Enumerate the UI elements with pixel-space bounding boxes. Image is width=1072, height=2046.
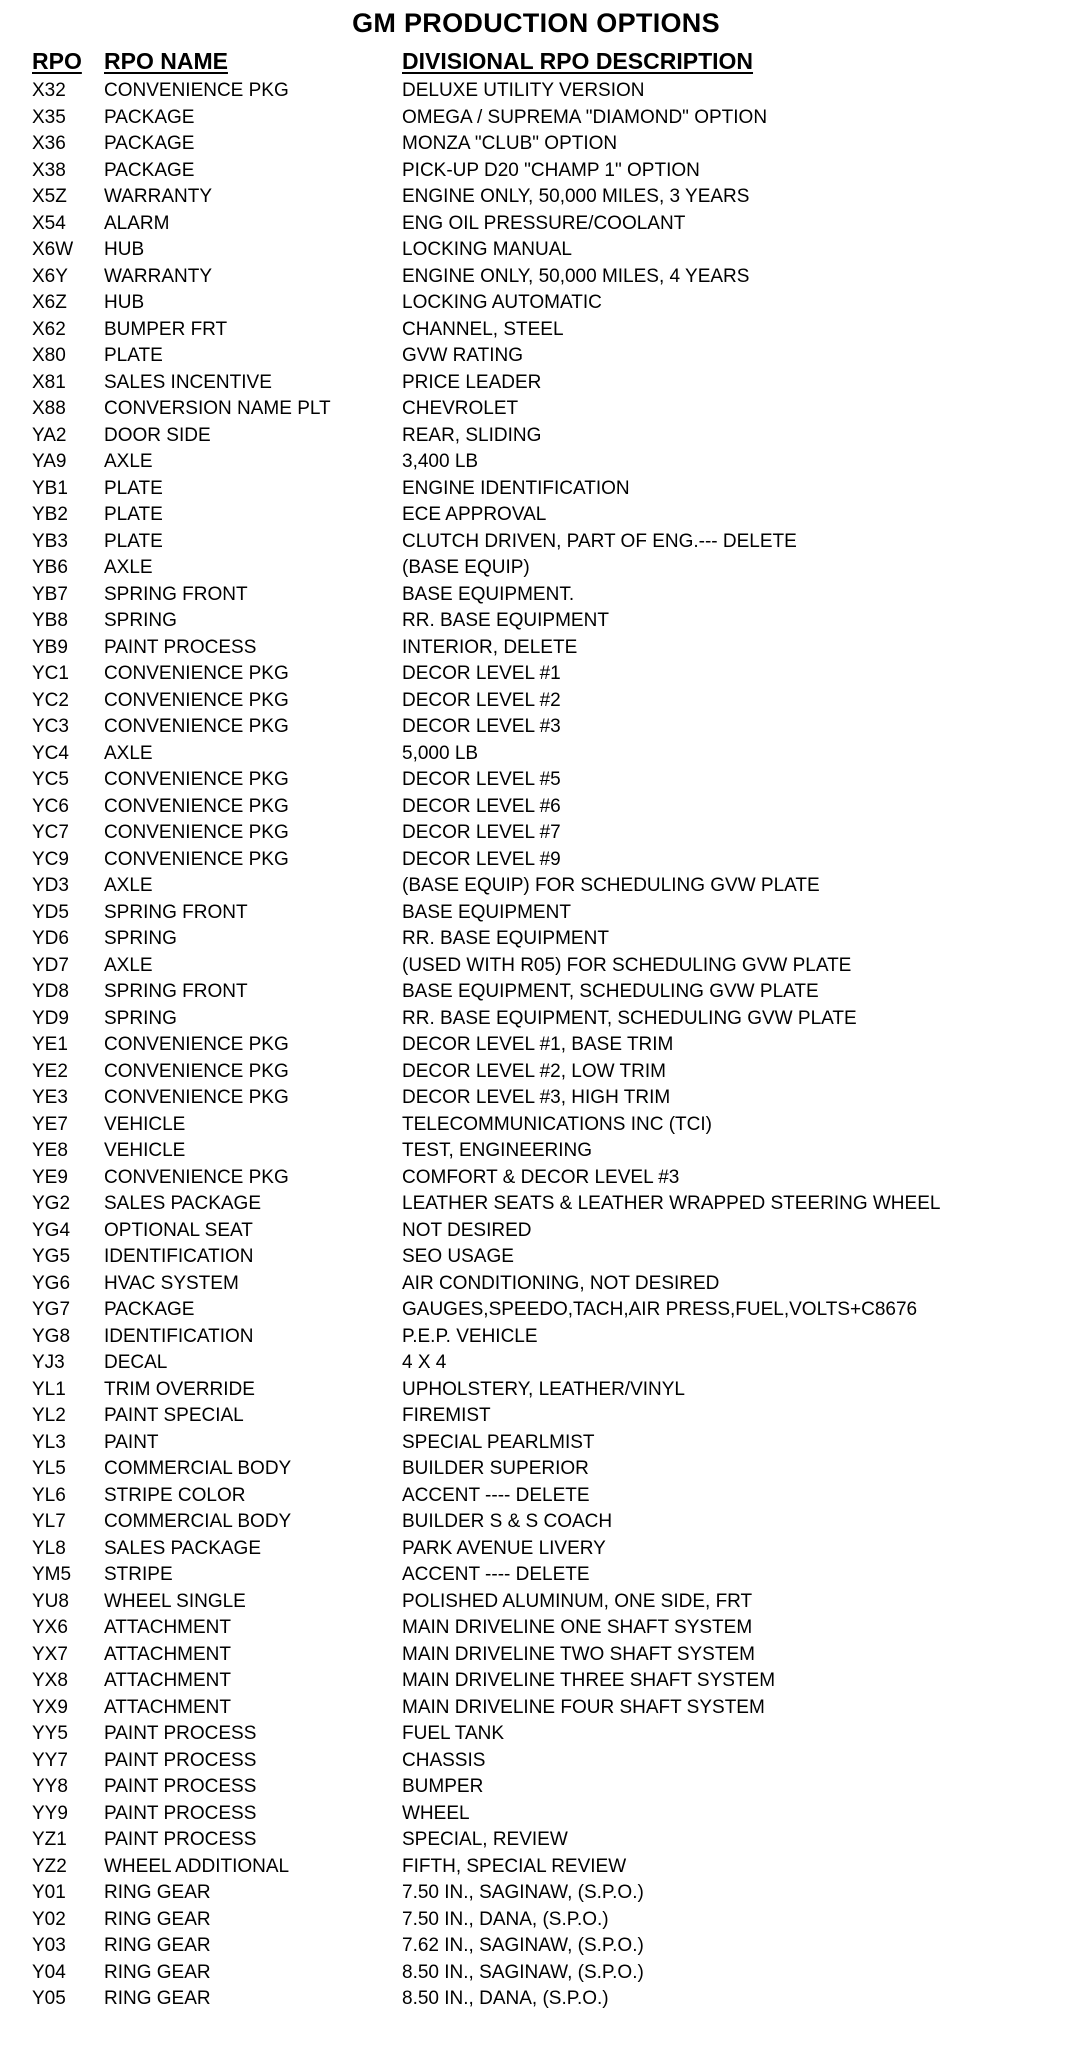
rpo-description: LOCKING AUTOMATIC — [402, 292, 602, 313]
table-row — [0, 767, 1072, 794]
rpo-code: Y02 — [32, 1908, 66, 1930]
rpo-code: YE3 — [32, 1087, 68, 1108]
rpo-code: Y04 — [32, 1961, 66, 1983]
rpo-code: YG2 — [32, 1193, 71, 1214]
table-row — [0, 1933, 1072, 1960]
rpo-description: POLISHED ALUMINUM, ONE SIDE, FRT — [402, 1590, 753, 1612]
rpo-description: 7.50 IN., DANA, (S.P.O.) — [402, 1908, 609, 1930]
rpo-description: ENGINE ONLY, 50,000 MILES, 3 YEARS — [402, 186, 750, 207]
rpo-code: YE7 — [32, 1113, 68, 1135]
rpo-description: P.E.P. VEHICLE — [402, 1325, 538, 1347]
rpo-name: PLATE — [104, 345, 163, 366]
rpo-name: PAINT PROCESS — [104, 1829, 257, 1850]
table-row — [0, 1827, 1072, 1854]
table-row — [0, 1377, 1072, 1404]
table-row — [0, 237, 1072, 264]
rpo-name: ATTACHMENT — [104, 1617, 232, 1638]
rpo-description: INTERIOR, DELETE — [402, 636, 578, 658]
rpo-name: HVAC SYSTEM — [104, 1272, 239, 1294]
rpo-description: REAR, SLIDING — [402, 424, 542, 446]
rpo-name: PAINT SPECIAL — [104, 1405, 244, 1426]
rpo-description: CHANNEL, STEEL — [402, 318, 564, 340]
rpo-description: DELUXE UTILITY VERSION — [402, 80, 645, 101]
rpo-description: OMEGA / SUPREMA "DIAMOND" OPTION — [402, 106, 768, 128]
rpo-name: WHEEL ADDITIONAL — [104, 1855, 290, 1877]
rpo-code: YB9 — [32, 636, 68, 658]
rpo-description: UPHOLSTERY, LEATHER/VINYL — [402, 1378, 685, 1400]
table-row — [0, 264, 1072, 291]
rpo-name: PAINT PROCESS — [104, 636, 257, 658]
rpo-name: ATTACHMENT — [104, 1670, 232, 1691]
rpo-name: DECAL — [104, 1352, 168, 1373]
table-row — [0, 1642, 1072, 1669]
rpo-name: SPRING — [104, 610, 177, 631]
table-row — [0, 1350, 1072, 1377]
rpo-name: SPRING — [104, 928, 177, 949]
rpo-description: SPECIAL, REVIEW — [402, 1829, 568, 1850]
rpo-name: VEHICLE — [104, 1113, 186, 1135]
rpo-description: DECOR LEVEL #1 — [402, 663, 561, 684]
table-row — [0, 476, 1072, 503]
rpo-description: AIR CONDITIONING, NOT DESIRED — [402, 1272, 720, 1294]
rpo-code: YX6 — [32, 1617, 68, 1638]
rpo-description: ENG OIL PRESSURE/COOLANT — [402, 212, 686, 234]
rpo-description: 3,400 LB — [402, 451, 479, 472]
rpo-code: YE8 — [32, 1140, 68, 1161]
rpo-code: X35 — [32, 106, 66, 128]
rpo-code: YA9 — [32, 451, 67, 472]
table-row — [0, 1801, 1072, 1828]
rpo-description: MAIN DRIVELINE TWO SHAFT SYSTEM — [402, 1643, 755, 1665]
rpo-code: YC2 — [32, 689, 69, 711]
table-row — [0, 1271, 1072, 1298]
table-row — [0, 1509, 1072, 1536]
rpo-name: AXLE — [104, 954, 153, 976]
rpo-code: X6Z — [32, 292, 67, 313]
rpo-code: YG4 — [32, 1219, 71, 1241]
rpo-code: X38 — [32, 159, 66, 181]
rpo-code: X36 — [32, 133, 66, 154]
rpo-code: YL2 — [32, 1405, 66, 1426]
rpo-description: DECOR LEVEL #2, LOW TRIM — [402, 1060, 666, 1082]
rpo-name: AXLE — [104, 742, 153, 764]
rpo-description: DECOR LEVEL #5 — [402, 769, 561, 790]
rpo-description: GAUGES,SPEEDO,TACH,AIR PRESS,FUEL,VOLTS+C8676 — [402, 1299, 918, 1320]
rpo-description: 7.50 IN., SAGINAW, (S.P.O.) — [402, 1882, 644, 1903]
table-row — [0, 741, 1072, 768]
table-row — [0, 794, 1072, 821]
table-row — [0, 290, 1072, 317]
rpo-name: CONVENIENCE PKG — [104, 848, 289, 870]
rpo-name: CONVENIENCE PKG — [104, 1060, 289, 1082]
rpo-description: 4 X 4 — [402, 1352, 447, 1373]
table-row — [0, 1191, 1072, 1218]
rpo-name: PAINT PROCESS — [104, 1776, 257, 1797]
table-row — [0, 423, 1072, 450]
table-row — [0, 502, 1072, 529]
rpo-description: DECOR LEVEL #2 — [402, 689, 561, 711]
rpo-name: PAINT PROCESS — [104, 1749, 257, 1771]
rpo-name: SALES PACKAGE — [104, 1193, 261, 1214]
rpo-description: CHEVROLET — [402, 398, 519, 419]
rpo-code: X80 — [32, 345, 66, 366]
rpo-name: COMMERCIAL BODY — [104, 1511, 292, 1532]
rpo-code: YC5 — [32, 769, 69, 790]
rpo-code: X32 — [32, 80, 66, 101]
rpo-code: YC7 — [32, 822, 69, 843]
rpo-name: RING GEAR — [104, 1908, 211, 1930]
table-row — [0, 1854, 1072, 1881]
rpo-name: WARRANTY — [104, 186, 213, 207]
rpo-code: YB3 — [32, 530, 68, 552]
table-row — [0, 1536, 1072, 1563]
rpo-description: FUEL TANK — [402, 1723, 505, 1744]
rpo-name: IDENTIFICATION — [104, 1246, 254, 1267]
rpo-name: PLATE — [104, 477, 163, 499]
rpo-description: RR. BASE EQUIPMENT — [402, 928, 609, 949]
rpo-code: YE1 — [32, 1034, 68, 1055]
rpo-description: CHASSIS — [402, 1749, 486, 1771]
rpo-name: BUMPER FRT — [104, 318, 228, 340]
table-row — [0, 555, 1072, 582]
rpo-description: PICK-UP D20 "CHAMP 1" OPTION — [402, 159, 700, 181]
rpo-code: YY7 — [32, 1749, 68, 1771]
rpo-name: CONVENIENCE PKG — [104, 1034, 289, 1055]
rpo-description: PRICE LEADER — [402, 371, 542, 393]
table-row — [0, 529, 1072, 556]
rpo-code: YL6 — [32, 1484, 66, 1506]
rpo-code: YB8 — [32, 610, 68, 631]
rpo-name: PACKAGE — [104, 159, 195, 181]
rpo-description: MAIN DRIVELINE ONE SHAFT SYSTEM — [402, 1617, 753, 1638]
rpo-code: X81 — [32, 371, 66, 393]
rpo-code: YL8 — [32, 1537, 66, 1559]
rpo-code: YB2 — [32, 504, 68, 525]
rpo-description: ECE APPROVAL — [402, 504, 547, 525]
rpo-name: RING GEAR — [104, 1961, 211, 1983]
table-row — [0, 131, 1072, 158]
rpo-description: RR. BASE EQUIPMENT, SCHEDULING GVW PLATE — [402, 1007, 857, 1029]
rpo-description: BUMPER — [402, 1776, 484, 1797]
rpo-name: SPRING FRONT — [104, 981, 248, 1002]
rpo-code: YZ2 — [32, 1855, 67, 1877]
table-row — [0, 449, 1072, 476]
rpo-code: YG8 — [32, 1325, 71, 1347]
rpo-description: ACCENT ---- DELETE — [402, 1484, 590, 1506]
rpo-name: PACKAGE — [104, 133, 195, 154]
rpo-description: DECOR LEVEL #9 — [402, 848, 561, 870]
header-rpo-name: RPO NAME — [104, 48, 228, 74]
rpo-code: YD9 — [32, 1007, 69, 1029]
table-row — [0, 1403, 1072, 1430]
rpo-description: 8.50 IN., SAGINAW, (S.P.O.) — [402, 1961, 644, 1983]
rpo-name: PAINT PROCESS — [104, 1802, 257, 1824]
table-row — [0, 1165, 1072, 1192]
rpo-name: SALES PACKAGE — [104, 1537, 261, 1559]
table-row — [0, 1112, 1072, 1139]
rpo-name: ATTACHMENT — [104, 1643, 232, 1665]
rpo-name: ATTACHMENT — [104, 1696, 232, 1718]
table-row — [0, 1032, 1072, 1059]
header-description: DIVISIONAL RPO DESCRIPTION — [402, 48, 754, 74]
rpo-description: BASE EQUIPMENT, SCHEDULING GVW PLATE — [402, 981, 819, 1002]
rpo-code: X62 — [32, 318, 66, 340]
rpo-name: CONVENIENCE PKG — [104, 716, 289, 737]
table-row — [0, 1456, 1072, 1483]
rpo-name: WARRANTY — [104, 265, 213, 287]
rpo-code: X6W — [32, 239, 74, 260]
table-row — [0, 317, 1072, 344]
rpo-description: ENGINE ONLY, 50,000 MILES, 4 YEARS — [402, 265, 750, 287]
table-row — [0, 900, 1072, 927]
table-row — [0, 953, 1072, 980]
table-row — [0, 661, 1072, 688]
header-rpo: RPO — [32, 48, 82, 74]
rpo-name: CONVENIENCE PKG — [104, 769, 289, 790]
rpo-code: YA2 — [32, 424, 67, 446]
table-row — [0, 608, 1072, 635]
table-row — [0, 211, 1072, 238]
rpo-description: GVW RATING — [402, 345, 524, 366]
rpo-name: CONVERSION NAME PLT — [104, 398, 331, 419]
table-row — [0, 1774, 1072, 1801]
rpo-description: DECOR LEVEL #1, BASE TRIM — [402, 1034, 674, 1055]
table-row — [0, 714, 1072, 741]
rpo-description: DECOR LEVEL #3, HIGH TRIM — [402, 1087, 671, 1108]
rpo-code: YE9 — [32, 1166, 68, 1188]
rpo-code: YX7 — [32, 1643, 68, 1665]
rpo-code: YY9 — [32, 1802, 68, 1824]
rpo-code: X6Y — [32, 265, 68, 287]
rpo-name: CONVENIENCE PKG — [104, 663, 289, 684]
rpo-name: AXLE — [104, 557, 153, 578]
rpo-code: YD6 — [32, 928, 69, 949]
table-row — [0, 1138, 1072, 1165]
table-row — [0, 1006, 1072, 1033]
rpo-name: RING GEAR — [104, 1988, 211, 2009]
rpo-description: TELECOMMUNICATIONS INC (TCI) — [402, 1113, 712, 1135]
rpo-name: RING GEAR — [104, 1882, 211, 1903]
rpo-code: YL5 — [32, 1458, 66, 1479]
rpo-code: YE2 — [32, 1060, 68, 1082]
rpo-code: YC6 — [32, 795, 69, 817]
rpo-description: PARK AVENUE LIVERY — [402, 1537, 606, 1559]
rpo-description: 7.62 IN., SAGINAW, (S.P.O.) — [402, 1935, 644, 1956]
rpo-description: 5,000 LB — [402, 742, 479, 764]
rpo-name: STRIPE — [104, 1564, 173, 1585]
rpo-name: SALES INCENTIVE — [104, 371, 272, 393]
rpo-name: CONVENIENCE PKG — [104, 795, 289, 817]
rpo-name: ALARM — [104, 212, 170, 234]
page-title: GM PRODUCTION OPTIONS — [352, 8, 720, 38]
rpo-description: FIFTH, SPECIAL REVIEW — [402, 1855, 627, 1877]
rpo-name: HUB — [104, 292, 145, 313]
rpo-name: SPRING — [104, 1007, 177, 1029]
table-row — [0, 926, 1072, 953]
rpo-description: SPECIAL PEARLMIST — [402, 1431, 595, 1453]
table-row — [0, 1059, 1072, 1086]
rpo-name: CONVENIENCE PKG — [104, 689, 289, 711]
table-row — [0, 1721, 1072, 1748]
rpo-code: YX9 — [32, 1696, 68, 1718]
rpo-code: YD5 — [32, 901, 69, 923]
rpo-description: (USED WITH R05) FOR SCHEDULING GVW PLATE — [402, 954, 852, 976]
rpo-name: STRIPE COLOR — [104, 1484, 246, 1506]
table-row — [0, 1880, 1072, 1907]
rpo-description: DECOR LEVEL #6 — [402, 795, 561, 817]
rpo-code: YD7 — [32, 954, 69, 976]
table-row — [0, 820, 1072, 847]
table-row — [0, 1907, 1072, 1934]
table-row — [0, 78, 1072, 105]
rpo-name: COMMERCIAL BODY — [104, 1458, 292, 1479]
rpo-code: X54 — [32, 212, 66, 234]
rpo-description: MAIN DRIVELINE FOUR SHAFT SYSTEM — [402, 1696, 765, 1718]
rpo-description: FIREMIST — [402, 1405, 491, 1426]
rpo-description: MONZA "CLUB" OPTION — [402, 133, 618, 154]
table-row — [0, 873, 1072, 900]
rpo-description: LEATHER SEATS & LEATHER WRAPPED STEERING WHEEL — [402, 1193, 941, 1214]
rpo-code: YL3 — [32, 1431, 66, 1453]
rpo-code: YZ1 — [32, 1829, 67, 1850]
rpo-code: YM5 — [32, 1564, 72, 1585]
rpo-description: DECOR LEVEL #3 — [402, 716, 561, 737]
table-row — [0, 635, 1072, 662]
table-row — [0, 582, 1072, 609]
table-row — [0, 1960, 1072, 1987]
rpo-name: WHEEL SINGLE — [104, 1590, 246, 1612]
rpo-code: YB1 — [32, 477, 68, 499]
rpo-code: YG5 — [32, 1246, 71, 1267]
rpo-description: (BASE EQUIP) — [402, 557, 530, 578]
rpo-name: SPRING FRONT — [104, 583, 248, 605]
table-row — [0, 1615, 1072, 1642]
rpo-code: YC1 — [32, 663, 69, 684]
rpo-code: YG6 — [32, 1272, 71, 1294]
rpo-name: PLATE — [104, 504, 163, 525]
rpo-name: CONVENIENCE PKG — [104, 1087, 289, 1108]
table-row — [0, 1430, 1072, 1457]
rpo-code: YC4 — [32, 742, 69, 764]
table-row — [0, 396, 1072, 423]
table-row — [0, 1986, 1072, 2013]
rpo-description: (BASE EQUIP) FOR SCHEDULING GVW PLATE — [402, 875, 820, 896]
rpo-description: ENGINE IDENTIFICATION — [402, 477, 630, 499]
table-row — [0, 1748, 1072, 1775]
rpo-code: YY8 — [32, 1776, 68, 1797]
rpo-name: PACKAGE — [104, 106, 195, 128]
table-row — [0, 1297, 1072, 1324]
rpo-description: MAIN DRIVELINE THREE SHAFT SYSTEM — [402, 1670, 776, 1691]
rpo-description: 8.50 IN., DANA, (S.P.O.) — [402, 1988, 609, 2009]
rpo-description: WHEEL — [402, 1802, 470, 1824]
rpo-code: YY5 — [32, 1723, 68, 1744]
rpo-name: VEHICLE — [104, 1140, 186, 1161]
rpo-name: TRIM OVERRIDE — [104, 1378, 255, 1400]
table-row — [0, 688, 1072, 715]
options-table — [0, 78, 1072, 2013]
rpo-name: AXLE — [104, 451, 153, 472]
table-row — [0, 1483, 1072, 1510]
rpo-name: PAINT PROCESS — [104, 1723, 257, 1744]
table-row — [0, 1589, 1072, 1616]
table-row — [0, 184, 1072, 211]
rpo-code: YG7 — [32, 1299, 71, 1320]
table-row — [0, 370, 1072, 397]
rpo-code: YX8 — [32, 1670, 68, 1691]
rpo-name: DOOR SIDE — [104, 424, 211, 446]
rpo-code: YC9 — [32, 848, 69, 870]
table-header — [0, 48, 1072, 78]
rpo-code: YC3 — [32, 716, 69, 737]
rpo-description: SEO USAGE — [402, 1246, 514, 1267]
rpo-description: BASE EQUIPMENT. — [402, 583, 575, 605]
rpo-description: NOT DESIRED — [402, 1219, 532, 1241]
rpo-code: YU8 — [32, 1590, 69, 1612]
table-row — [0, 158, 1072, 185]
table-row — [0, 1668, 1072, 1695]
table-row — [0, 1218, 1072, 1245]
rpo-code: YD8 — [32, 981, 69, 1002]
rpo-code: YJ3 — [32, 1352, 65, 1373]
rpo-code: YD3 — [32, 875, 69, 896]
table-row — [0, 847, 1072, 874]
rpo-description: ACCENT ---- DELETE — [402, 1564, 590, 1585]
rpo-code: Y03 — [32, 1935, 66, 1956]
table-row — [0, 1085, 1072, 1112]
rpo-name: OPTIONAL SEAT — [104, 1219, 253, 1241]
rpo-code: X5Z — [32, 186, 67, 207]
table-row — [0, 1324, 1072, 1351]
rpo-description: BASE EQUIPMENT — [402, 901, 571, 923]
rpo-code: YB6 — [32, 557, 68, 578]
table-row — [0, 1244, 1072, 1271]
table-row — [0, 343, 1072, 370]
rpo-name: PACKAGE — [104, 1299, 195, 1320]
rpo-description: CLUTCH DRIVEN, PART OF ENG.--- DELETE — [402, 530, 797, 552]
rpo-description: TEST, ENGINEERING — [402, 1140, 593, 1161]
rpo-name: RING GEAR — [104, 1935, 211, 1956]
rpo-code: YL1 — [32, 1378, 66, 1400]
rpo-description: RR. BASE EQUIPMENT — [402, 610, 609, 631]
table-row — [0, 1562, 1072, 1589]
rpo-code: YB7 — [32, 583, 68, 605]
rpo-description: LOCKING MANUAL — [402, 239, 572, 260]
table-row — [0, 979, 1072, 1006]
table-row — [0, 1695, 1072, 1722]
rpo-name: AXLE — [104, 875, 153, 896]
rpo-name: SPRING FRONT — [104, 901, 248, 923]
rpo-description: COMFORT & DECOR LEVEL #3 — [402, 1166, 680, 1188]
rpo-code: Y01 — [32, 1882, 66, 1903]
rpo-code: Y05 — [32, 1988, 66, 2009]
rpo-name: IDENTIFICATION — [104, 1325, 254, 1347]
rpo-name: CONVENIENCE PKG — [104, 822, 289, 843]
rpo-name: CONVENIENCE PKG — [104, 80, 289, 101]
table-row — [0, 105, 1072, 132]
rpo-code: YL7 — [32, 1511, 66, 1532]
rpo-description: DECOR LEVEL #7 — [402, 822, 561, 843]
rpo-name: CONVENIENCE PKG — [104, 1166, 289, 1188]
rpo-name: HUB — [104, 239, 145, 260]
rpo-name: PLATE — [104, 530, 163, 552]
rpo-description: BUILDER S & S COACH — [402, 1511, 613, 1532]
rpo-name: PAINT — [104, 1431, 159, 1453]
rpo-description: BUILDER SUPERIOR — [402, 1458, 589, 1479]
rpo-code: X88 — [32, 398, 66, 419]
